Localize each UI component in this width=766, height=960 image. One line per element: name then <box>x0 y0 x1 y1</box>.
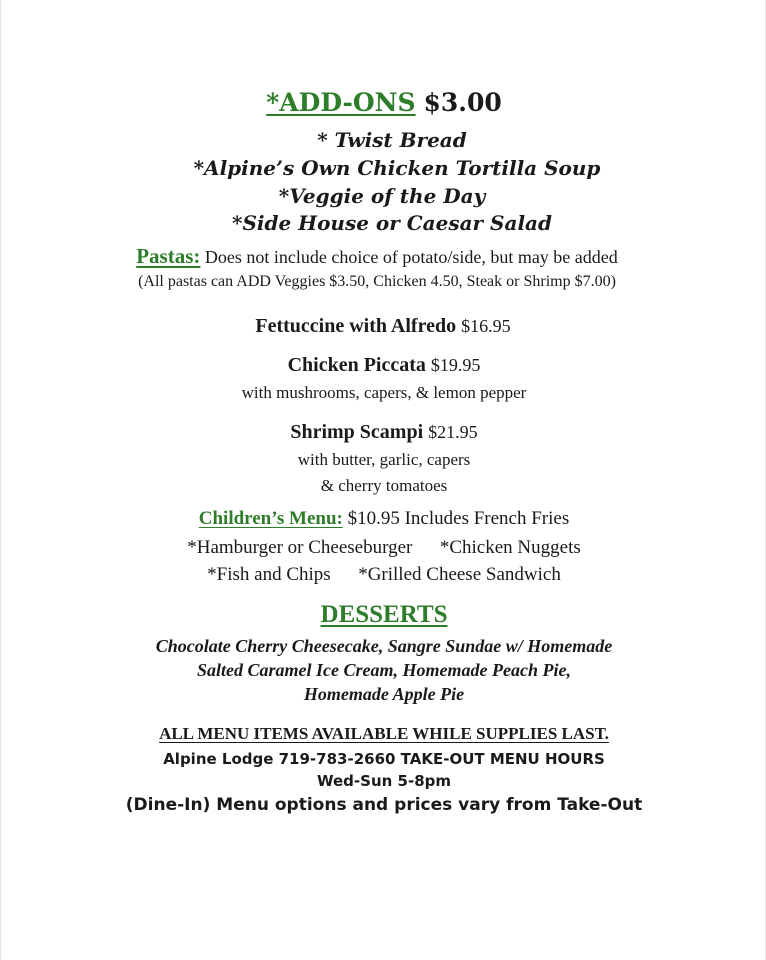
pastas-note: Does not include choice of potato/side, but may be added <box>204 247 618 267</box>
pasta-name: Chicken Piccata <box>287 354 426 376</box>
dessert-line: Salted Caramel Ice Cream, Homemade Peach Pie, <box>197 660 571 680</box>
addons-title: *ADD-ONS <box>266 88 416 117</box>
pastas-label: Pastas: <box>136 244 201 268</box>
desserts-title: DESSERTS <box>320 601 448 628</box>
addon-item: * Twist Bread <box>317 128 467 152</box>
lodge-contact: Alpine Lodge 719-783-2660 TAKE-OUT MENU HOURS <box>163 750 605 768</box>
pasta-price: $16.95 <box>461 316 511 336</box>
children-row <box>1 537 766 559</box>
addon-item: *Side House or Caesar Salad <box>232 211 552 235</box>
dine-in-note: (Dine-In) Menu options and prices vary from Take-Out <box>125 795 643 815</box>
pasta-desc: with butter, garlic, capers <box>297 450 471 469</box>
addon-item: *Alpine’s Own Chicken Tortilla Soup <box>193 156 601 180</box>
children-item: *Fish and Chips <box>207 564 331 585</box>
pasta-price: $21.95 <box>428 422 478 442</box>
pasta-desc: & cherry tomatoes <box>320 476 448 495</box>
addon-item: *Veggie of the Day <box>278 184 486 208</box>
children-label: Children’s Menu: <box>198 508 343 529</box>
children-row <box>1 564 766 586</box>
pasta-desc: with mushrooms, capers, & lemon pepper <box>241 383 527 402</box>
pasta-item-fettuccine <box>0 315 766 338</box>
children-price-note: $10.95 Includes French Fries <box>347 508 570 529</box>
supplies-notice: ALL MENU ITEMS AVAILABLE WHILE SUPPLIES LAST. <box>159 724 609 743</box>
hours: Wed-Sun 5-8pm <box>317 772 451 790</box>
pastas-header <box>0 244 760 269</box>
pasta-item-scampi <box>1 421 766 444</box>
pastas-addons-note: (All pastas can ADD Veggies $3.50, Chicken 4.50, Steak or Shrimp $7.00) <box>138 273 616 290</box>
children-header <box>1 508 766 530</box>
dessert-line: Chocolate Cherry Cheesecake, Sangre Sundae w/ Homemade <box>155 636 613 656</box>
addons-heading <box>1 88 766 117</box>
addons-price: $3.00 <box>423 88 502 117</box>
children-item: *Grilled Cheese Sandwich <box>358 564 561 585</box>
children-item: *Hamburger or Cheeseburger <box>187 537 413 558</box>
dessert-line: Homemade Apple Pie <box>303 684 465 704</box>
pasta-name: Shrimp Scampi <box>290 421 424 443</box>
pasta-price: $19.95 <box>430 355 481 375</box>
pasta-item-piccata <box>1 354 766 377</box>
children-item: *Chicken Nuggets <box>439 537 581 558</box>
pasta-name: Fettuccine with Alfredo <box>255 315 457 337</box>
